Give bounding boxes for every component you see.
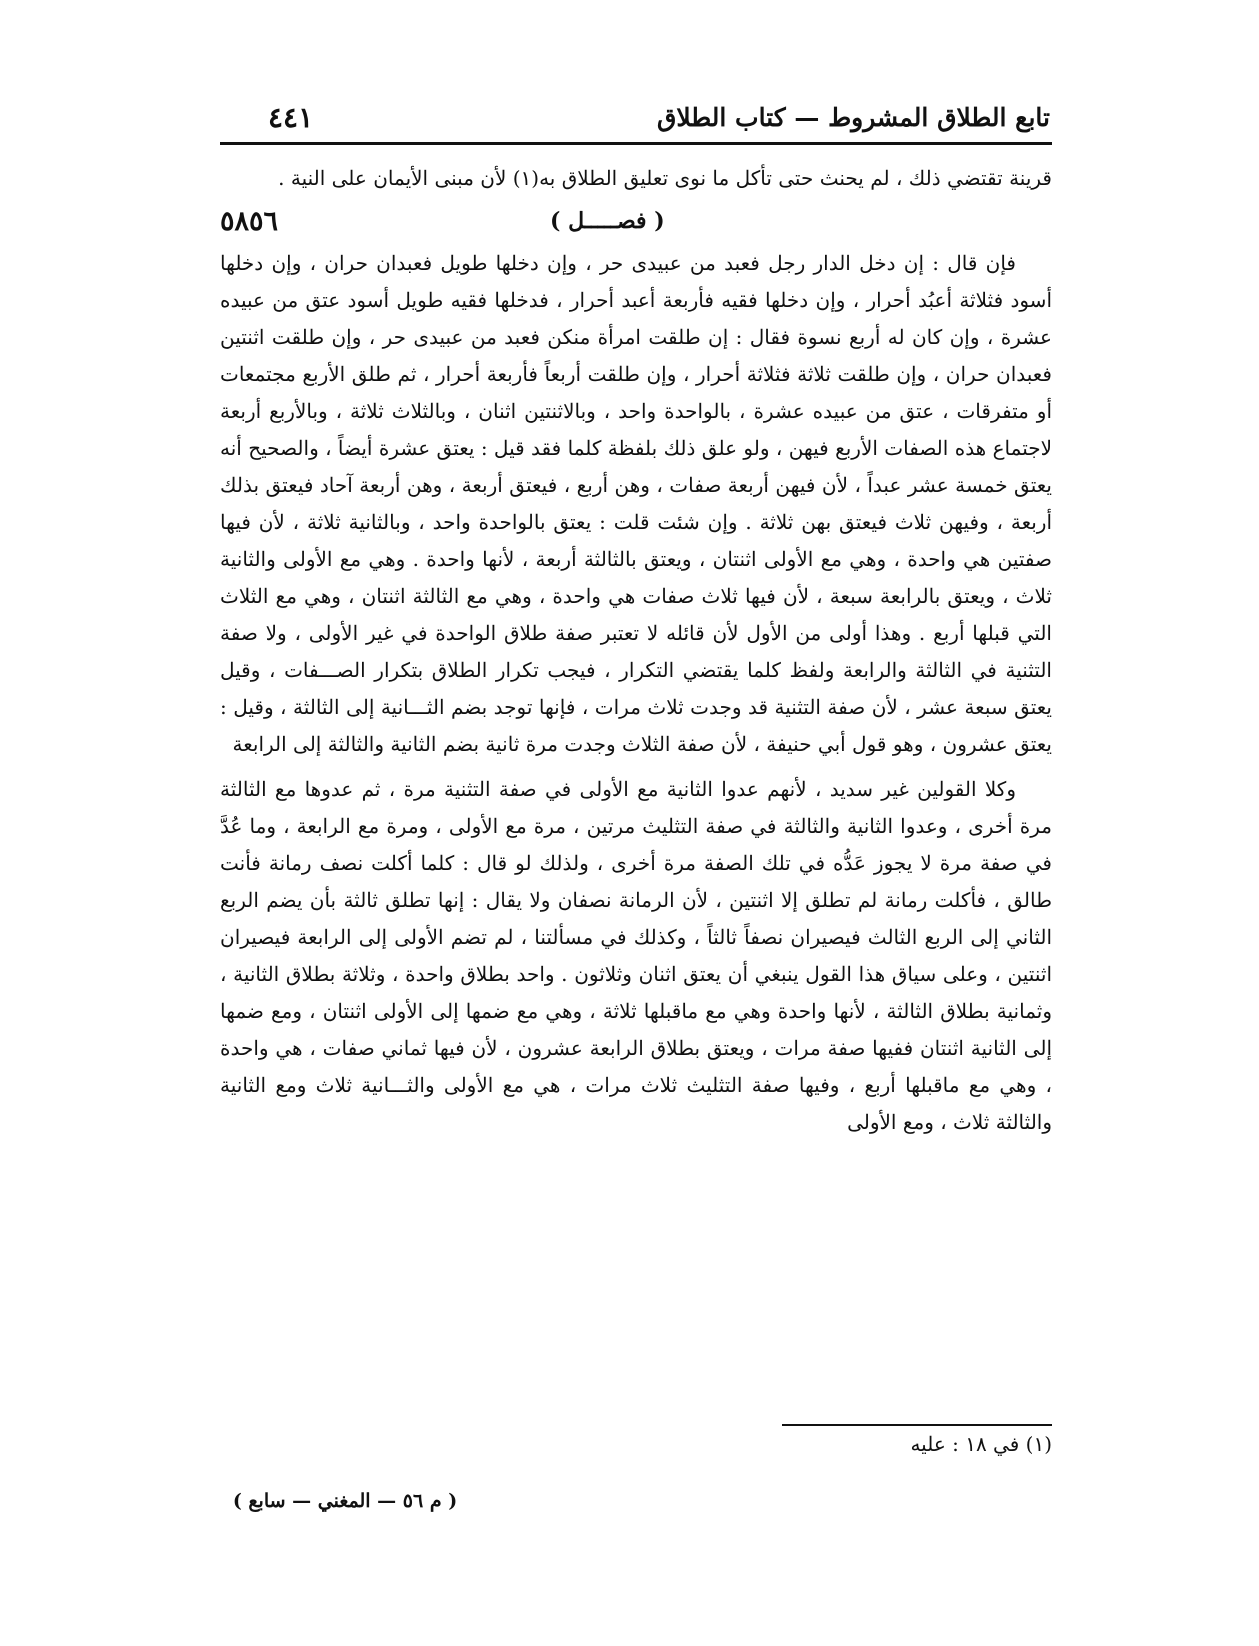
footnote-rule: [782, 1424, 1052, 1426]
main-text: [220, 160, 1052, 1141]
page-header: [220, 95, 1050, 145]
section-number: ٥٨٥٦: [220, 206, 279, 237]
running-title: تابع الطلاق المشروط — كتاب الطلاق: [656, 103, 1050, 132]
page-number: ٤٤١: [268, 101, 314, 134]
paragraph-2: وكلا القولين غير سديد ، لأنهم عدوا الثانية مع الأولى في صفة التثنية مرة ، ثم عدوها مع الثالثة مرة أخرى ، وعدوا الثانية والثالثة في صفة التثليث مرتين ، مرة مع الأولى ، ومرة مع الرابعة ، وما عُدَّ في صفة مرة لا يجوز عَدُّه في تلك الصفة مرة أخرى ، ولذلك لو قال : كلما أكلت نصف رمانة فأنت طالق ، فأكلت رمانة لم تطلق إلا اثنتين ، لأن الرمانة نصفان ولا يقال : إنها تطلق ثالثة بأن يضم الربع الثاني إلى الربع الثالث فيصيران نصفاً ثالثاً ، وكذلك في مسألتنا ، لم تضم الأولى إلى الرابعة فيصيران اثنتين ، وعلى سياق هذا القول ينبغي أن يعتق اثنان وثلاثون . واحد بطلاق واحدة ، وثلاثة بطلاق الثانية ، وثمانية بطلاق الثالثة ، لأنها واحدة وهي مع ماقبلها ثلاثة ، وهي مع ضمها إلى الأولى اثنتان ، ومع ضمها إلى الثانية اثنتان ففيها صفة مرات ، ويعتق بطلاق الرابعة عشرون ، لأن فيها ثماني صفات ، هي واحدة ، وهي مع ماقبلها أربع ، وفيها صفة التثليث ثلاث مرات ، هي مع الأولى والثـــانية ثلاث ومع الثانية والثالثة ثلاث ، ومع الأولى: [220, 777, 1053, 1134]
header-rule: [220, 142, 1052, 145]
opening-line: قرينة تقتضي ذلك ، لم يحنث حتى تأكل ما نوى تعليق الطلاق به(١) لأن مبنى الأيمان على النية .: [278, 166, 1052, 190]
section-title: ( فصـــــل ): [550, 208, 665, 234]
printer-signature: ( م ٥٦ — المغني — سابع ): [232, 1490, 458, 1512]
footnote: (١) في ١٨ : عليه: [910, 1432, 1052, 1456]
paragraph-1: فإن قال : إن دخل الدار رجل فعبد من عبيدى حر ، وإن دخلها طويل فعبدان حران ، وإن دخلها أسود فثلاثة أعبُد أحرار ، وإن دخلها فقيه فأربعة أعبد أحرار ، فدخلها فقيه طويل أسود عتق من عبيده عشرة ، وإن كان له أربع نسوة فقال : إن طلقت امرأة منكن فعبد من عبيدى حر ، وإن طلقت اثنتين فعبدان حران ، وإن طلقت ثلاثة فثلاثة أحرار ، وإن طلقت أربعاً فأربعة أحرار ، ثم طلق الأربع مجتمعات أو متفرقات ، عتق من عبيده عشرة ، بالواحدة واحد ، وبالاثنتين اثنان ، وبالثلاث ثلاثة ، وبالأربع أربعة لاجتماع هذه الصفات الأربع فيهن ، ولو علق ذلك بلفظة كلما فقد قيل : يعتق عشرة أيضاً ، والصحيح أنه يعتق خمسة عشر عبداً ، لأن فيهن أربعة صفات ، وهن أربع ، فيعتق أربعة ، وهن أربعة آحاد فيعتق بذلك أربعة ، وفيهن ثلاث فيعتق بهن ثلاثة . وإن شئت قلت : يعتق بالواحدة واحد ، وبالثانية ثلاثة ، لأن فيها صفتين هي واحدة ، وهي مع الأولى اثنتان ، ويعتق بالثالثة أربعة ، لأنها واحدة . وهي مع الأولى والثانية ثلاث ، ويعتق بالرابعة سبعة ، لأن فيها ثلاث صفات هي واحدة ، وهي مع الثالثة اثنتان ، وهي مع الثلاث التي قبلها أربع . وهذا أولى من الأول لأن قائله لا تعتبر صفة طلاق الواحدة في غير الأولى ، ولا صفة التثنية في الثالثة والرابعة ولفظ كلما يقتضي التكرار ، فيجب تكرار الطلاق بتكرار الصـــفات ، وقيل يعتق سبعة عشر ، لأن صفة التثنية قد وجدت ثلاث مرات ، فإنها توجد بضم الثـــانية إلى الثالثة ، وقيل : يعتق عشرون ، وهو قول أبي حنيفة ، لأن صفة الثلاث وجدت مرة ثانية بضم الثانية والثالثة إلى الرابعة: [220, 251, 1052, 756]
section-heading: [220, 199, 1052, 245]
